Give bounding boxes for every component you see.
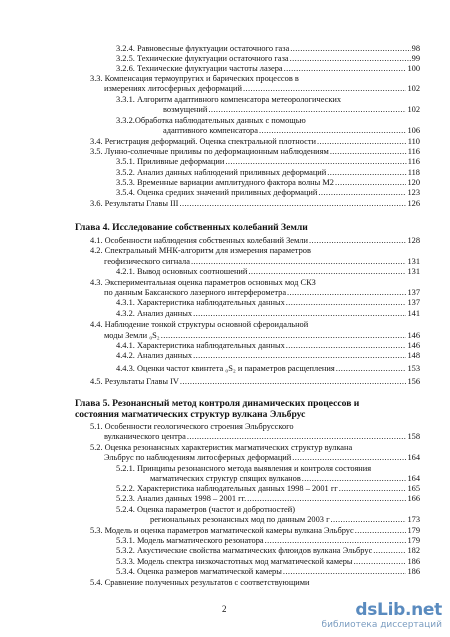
toc-entry[interactable]: 3.2.6. Технические флуктуации частоты лазера ..... 100 xyxy=(116,64,420,73)
toc-entry[interactable]: 4.4. Наблюдение тонкой структуры основной сфероидальной xyxy=(90,320,309,329)
toc-entry[interactable]: 5.2.2. Характеристика наблюдательных данных 1998 – 2001 гг ..... 165 xyxy=(116,484,420,493)
toc-entry[interactable]: 3.3.2.Обработка наблюдательных данных с помощью xyxy=(116,116,306,125)
chapter-heading[interactable]: Глава 5. Резонансный метод контроля динамических процессов и xyxy=(75,398,360,409)
toc-entry[interactable]: измерениях литосферных деформаций ..... 102 xyxy=(104,84,420,93)
toc-entry[interactable]: 5.1. Особенности геологического строения Эльбрусского xyxy=(90,422,294,431)
toc-entry[interactable]: 3.4. Регистрация деформаций. Оценка спектральной плотности ..... 110 xyxy=(90,137,420,146)
toc-entry[interactable]: 3.5.1. Приливные деформации ..... 116 xyxy=(116,157,420,166)
toc-entry[interactable]: 4.4.3. Оценки частот квинтета ₀S₂ и параметров расщепления ..... 153 xyxy=(116,364,420,373)
toc-entry[interactable]: 4.3.2. Анализ данных ..... 141 xyxy=(116,309,420,318)
toc-entry[interactable]: 5.2.4. Оценка параметров (частот и добротностей) xyxy=(116,505,295,514)
toc-entry[interactable]: геофизического сигнала ..... 131 xyxy=(104,257,420,266)
toc-entry[interactable]: 5.2.1. Принципы резонансного метода выявления и контроля состояния xyxy=(116,464,372,473)
toc-entry[interactable]: 3.5. Лунно-солнечные приливы по деформационным наблюдениям ..... 116 xyxy=(90,147,420,156)
toc-entry[interactable]: 3.3. Компенсация термоупругих и барических процессов в xyxy=(90,74,299,83)
toc-entry[interactable]: 5.4. Сравнение полученных результатов с соответствующими xyxy=(90,578,310,587)
dslib-logo: dsLib.net xyxy=(355,600,442,620)
toc-entry[interactable]: 3.6. Результаты Главы III ..... 126 xyxy=(90,199,420,208)
toc-entry[interactable]: 4.3. Экспериментальная оценка параметров основных мод СКЗ xyxy=(90,278,316,287)
toc-entry[interactable]: 3.5.3. Временные вариации амплитудного фактора волны М2 ..... 120 xyxy=(116,178,420,187)
toc-entry[interactable]: моды Земли ₀S₂ ..... 146 xyxy=(104,331,420,340)
chapter-heading[interactable]: состояния магматических структур вулкана Эльбрус xyxy=(75,409,306,420)
toc-entry[interactable]: вулканического центра ..... 158 xyxy=(104,432,420,441)
toc-entry[interactable]: Эльбрус по наблюдениям литосферных деформаций ..... 164 xyxy=(104,453,420,462)
toc-entry[interactable]: 4.2. Спектральный МНК-алгоритм для измерения параметров xyxy=(90,246,311,255)
toc-entry[interactable]: 3.5.2. Анализ данных наблюдений приливных деформаций ..... 118 xyxy=(116,168,420,177)
toc-entry[interactable]: 5.3.2. Акустические свойства магматических флюидов вулкана Эльбрус ..... 182 xyxy=(116,546,420,555)
toc-entry[interactable]: 4.5. Результаты Главы IV ..... 156 xyxy=(90,377,420,386)
toc-entry[interactable]: адаптивного компенсатора ..... 106 xyxy=(163,126,420,135)
toc-entry[interactable]: 5.3.1. Модель магматического резонатора ..... 179 xyxy=(116,536,420,545)
toc-entry[interactable]: 3.2.5. Технические флуктуации остаточного газа ..... 99 xyxy=(116,54,420,63)
toc-entry[interactable]: 5.2.3. Анализ данных 1998 – 2001 гг. ..... 166 xyxy=(116,494,420,503)
watermark-subtitle: библиотека диссертаций xyxy=(321,620,442,630)
toc-entry[interactable]: региональных резонансных мод по данным 2003 г ..... 173 xyxy=(150,515,420,524)
toc-entry[interactable]: 4.4.1. Характеристика наблюдательных данных ..... 146 xyxy=(116,341,420,350)
toc-entry[interactable]: 5.3. Модель и оценка параметров магматической камеры вулкана Эльбрус ..... 179 xyxy=(90,526,420,535)
toc-entry[interactable]: по данным Баксанского лазерного интерферометра ..... 137 xyxy=(104,288,420,297)
toc-entry[interactable]: возмущений ..... 102 xyxy=(163,105,420,114)
toc-entry[interactable]: магматических структур спящих вулканов ..... 164 xyxy=(150,474,420,483)
toc-entry[interactable]: 5.2. Оценка резонансных характеристик магматических структур вулкана xyxy=(90,443,353,452)
toc-entry[interactable]: 4.2.1. Вывод основных соотношений ..... 131 xyxy=(116,267,420,276)
toc-entry[interactable]: 5.3.4. Оценка размеров магматической камеры ..... 186 xyxy=(116,567,420,576)
page-number: 2 xyxy=(222,604,227,614)
toc-entry[interactable]: 3.5.4. Оценка средних значений приливных деформаций ..... 123 xyxy=(116,188,420,197)
toc-entry[interactable]: 4.1. Особенности наблюдения собственных колебаний Земли ..... 128 xyxy=(90,236,420,245)
toc-entry[interactable]: 3.3.1. Алгоритм адаптивного компенсатора метеорологических xyxy=(116,95,342,104)
toc-entry[interactable]: 3.2.4. Равновесные флуктуации остаточного газа ..... 98 xyxy=(116,44,420,53)
chapter-heading[interactable]: Глава 4. Исследование собственных колебаний Земли xyxy=(75,222,308,233)
watermark xyxy=(322,600,442,630)
toc-entry[interactable]: 4.4.2. Анализ данных ..... 148 xyxy=(116,351,420,360)
toc-entry[interactable]: 4.3.1. Характеристика наблюдательных данных ..... 137 xyxy=(116,298,420,307)
toc-entry[interactable]: 5.3.3. Модель спектра низкочастотных мод магматической камеры ..... 186 xyxy=(116,557,420,566)
